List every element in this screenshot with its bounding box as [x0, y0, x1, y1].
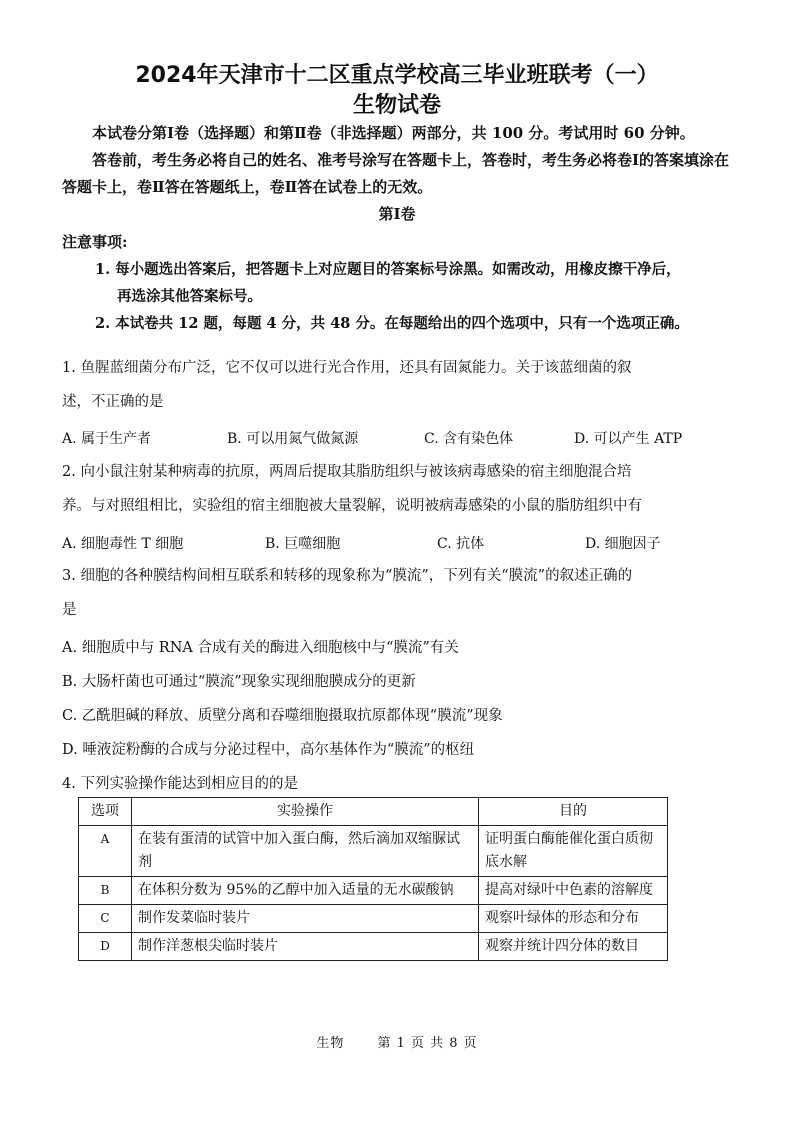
table-row: [79, 877, 668, 905]
instruction-line-1: 本试卷分第Ⅰ卷（选择题）和第Ⅱ卷（非选择题）两部分，共 100 分。考试用时 60 分钟。: [92, 124, 695, 142]
table-cell: 提高对绿叶中色素的溶解度: [479, 877, 668, 905]
table-header: 实验操作: [132, 798, 479, 826]
question-1-stem-cont: 述，不正确的是: [62, 394, 164, 410]
question-4-stem: 4. 下列实验操作能达到相应目的的是: [62, 776, 298, 792]
notes-title: 注意事项:: [62, 233, 128, 251]
table-cell: C: [79, 905, 132, 933]
option-a: A. 属于生产者: [62, 431, 152, 447]
table-cell: 在体积分数为 95%的乙醇中加入适量的无水碳酸钠: [132, 877, 479, 905]
option-a: A. 细胞毒性 T 细胞: [62, 536, 184, 552]
table-cell: D: [79, 933, 132, 961]
question-1-options: [62, 428, 734, 448]
question-3: [62, 559, 734, 627]
question-2: [62, 455, 734, 523]
option-d: D. 可以产生 ATP: [574, 431, 683, 447]
table-cell: 在装有蛋清的试管中加入蛋白酶，然后滴加双缩脲试剂: [132, 826, 479, 877]
table-cell: A: [79, 826, 132, 877]
table-cell: 制作洋葱根尖临时装片: [132, 933, 479, 961]
table-cell: 制作发菜临时装片: [132, 905, 479, 933]
page-footer: [0, 1032, 794, 1051]
table-row: [79, 826, 668, 877]
volume-label: 第Ⅰ卷: [378, 205, 416, 223]
question-1: [62, 351, 734, 419]
instruction-line-2: 答卷前，考生务必将自己的姓名、准考号涂写在答题卡上，答卷时，考生务必将卷Ⅰ的答案填涂在答题卡上，卷Ⅱ答在答题纸上，卷Ⅱ答在试卷上的无效。: [62, 151, 730, 196]
question-3-option-a: A. 细胞质中与 RNA 合成有关的酶进入细胞核中与“膜流”有关: [62, 640, 459, 656]
question-3-option-c: C. 乙酰胆碱的释放、质壁分离和吞噬细胞摄取抗原都体现“膜流”现象: [62, 708, 503, 724]
exam-instructions: [62, 120, 730, 201]
exam-subtitle: 生物试卷: [352, 93, 441, 118]
option-c: C. 含有染色体: [424, 431, 514, 447]
option-d: D. 细胞因子: [585, 536, 661, 552]
question-2-stem: 2. 向小鼠注射某种病毒的抗原，两周后提取其脂肪组织与被该病毒感染的宿主细胞混合培: [62, 464, 632, 480]
exam-title: 2024年天津市十二区重点学校高三毕业班联考（一）: [135, 63, 659, 88]
table-row: [79, 933, 668, 961]
question-2-stem-cont: 养。与对照组相比，实验组的宿主细胞被大量裂解，说明被病毒感染的小鼠的脂肪组织中有: [62, 498, 642, 514]
notes-list: [95, 256, 735, 337]
question-3-option-b: B. 大肠杆菌也可通过“膜流”现象实现细胞膜成分的更新: [62, 674, 416, 690]
note-item-1: 1. 每小题选出答案后，把答题卡上对应题目的答案标号涂黑。如需改动，用橡皮擦干净后，: [95, 261, 681, 278]
footer-subject: 生物: [316, 1036, 345, 1051]
question-3-option-d: D. 唾液淀粉酶的合成与分泌过程中，高尔基体作为“膜流”的枢纽: [62, 742, 475, 758]
table-cell: 证明蛋白酶能催化蛋白质彻底水解: [479, 826, 668, 877]
question-3-stem: 3. 细胞的各种膜结构间相互联系和转移的现象称为“膜流”，下列有关“膜流”的叙述正确的: [62, 568, 633, 584]
table-row: [79, 905, 668, 933]
question-2-options: [62, 533, 734, 553]
note-item-1-cont: 再选涂其他答案标号。: [117, 288, 262, 305]
note-item-2: 2. 本试卷共 12 题，每题 4 分，共 48 分。在每题给出的四个选项中，只有一个选项正确。: [95, 315, 689, 332]
table-header: 选项: [79, 798, 132, 826]
option-c: C. 抗体: [437, 536, 485, 552]
footer-page-info: 第 1 页 共 8 页: [377, 1036, 478, 1051]
table-cell: B: [79, 877, 132, 905]
table-cell: 观察叶绿体的形态和分布: [479, 905, 668, 933]
question-1-stem: 1. 鱼腥蓝细菌分布广泛，它不仅可以进行光合作用，还具有固氮能力。关于该蓝细菌的叙: [62, 360, 632, 376]
table-header-row: [79, 798, 668, 826]
table-header: 目的: [479, 798, 668, 826]
option-b: B. 可以用氮气做氮源: [227, 431, 359, 447]
option-b: B. 巨噬细胞: [265, 536, 341, 552]
table-cell: 观察并统计四分体的数目: [479, 933, 668, 961]
experiment-table: [78, 797, 668, 961]
question-3-stem-cont: 是: [62, 602, 77, 618]
